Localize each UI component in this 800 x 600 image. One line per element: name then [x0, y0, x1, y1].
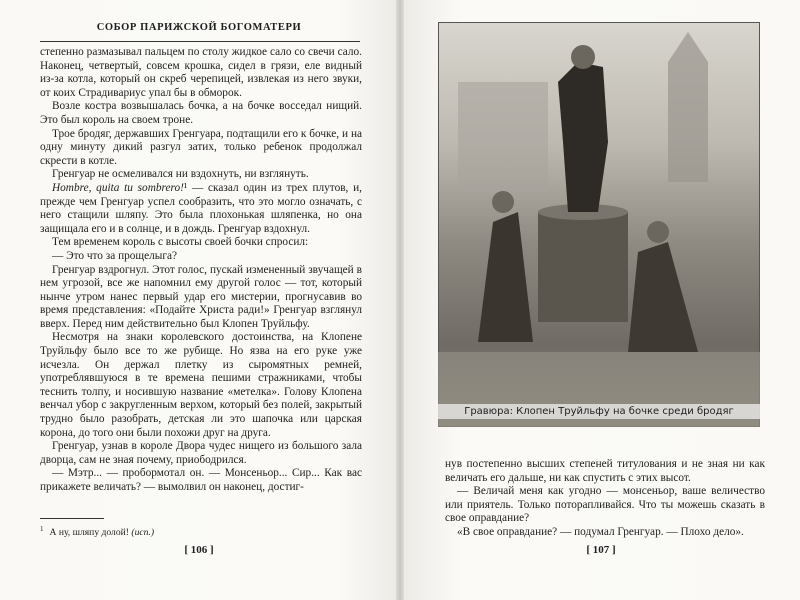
paragraph-text: Несмотря на знаки королевского достоинства, на Клопене Труйльфу было все то же рубище. Но язва на его руке уже исчезла. Он держал плетку из сыромятных ремней, употреблявшуюся в те времена пешими стражниками, чтобы теснить толпу, и носившую название «метелка». Голову Клопена венчал убор с закругленным верхом, который без полей, закрытый трудно было разобрать, детская ли это шапочка или царская корона, до того они были похожи друг на друга. [40, 331, 362, 439]
paragraph-text: ¹ — сказал один из трех плутов, и, прежде чем Гренгуар успел сообразить, что это могло означать, с него стащили шляпу. Это была плохонькая шляпенка, но она защищала его и в солнце, и в дождь. Гренгуар вздохнул. [40, 181, 362, 235]
paragraph [40, 467, 362, 494]
footnote-text: А ну, шляпу долой! [49, 527, 129, 539]
running-head-rule [40, 41, 360, 42]
foreign-phrase: Hombre, quita tu sombrero! [52, 181, 184, 194]
paragraph [40, 100, 362, 127]
paragraph [40, 46, 362, 100]
paragraph [40, 236, 362, 250]
paragraph [40, 128, 362, 169]
paragraph-text: — Это что за прощелыга? [52, 249, 178, 262]
paragraph [40, 182, 362, 236]
page-number-right: [ 107 ] [586, 544, 616, 556]
paragraph-text: «В свое оправдание? — подумал Гренгуар. — Плохо дело». [457, 525, 744, 538]
paragraph-text: Гренгуар, узнав в короле Двора чудес нищего из большого зала дворца, сам не зная почему, приободрился. [40, 440, 362, 466]
paragraph [40, 440, 362, 467]
paragraph [40, 168, 362, 182]
left-text-column [40, 46, 362, 495]
footnote-mark: 1 [40, 525, 44, 533]
paragraph-text: Тем временем король с высоты своей бочки спросил: [52, 236, 309, 249]
paragraph [445, 485, 765, 526]
illustration-placeholder-art [438, 22, 760, 427]
paragraph-text: — Мэтр... — пробормотал он. — Монсеньор... Сир... Как вас прикажете величать? — вымолвил он наконец, достиг- [40, 467, 362, 493]
paragraph-text: — Величай меня как угодно — монсеньор, ваше величество или приятель. Только поторапливайся. Что ты можешь сказать в свое оправдание? [445, 485, 765, 525]
footnote-rule [40, 518, 104, 519]
paragraph-text: Гренгуар не осмеливался ни вздохнуть, ни взглянуть. [52, 168, 309, 181]
running-head: СОБОР ПАРИЖСКОЙ БОГОМАТЕРИ [96, 22, 302, 33]
paragraph [40, 264, 362, 332]
paragraph-text: степенно размазывал пальцем по столу жидкое сало со свечи сало. Наконец, четвертый, совсем крошка, сидел в грязи, еле видный из-за котла, который он скреб черепицей, извлекая из него звуки, от коих Страдивариус упал бы в обморок. [40, 46, 362, 99]
engraving-illustration [438, 22, 760, 427]
paragraph [445, 526, 765, 540]
illustration-caption: Гравюра: Клопен Труйльфу на бочке среди бродяг [438, 404, 760, 419]
paragraph-text: нув постепенно высших степеней титулования и не зная ни как величать его дальше, ни как спустить с этих высот. [445, 458, 765, 484]
paragraph [40, 331, 362, 440]
footnote [40, 523, 360, 539]
footnote-language: (исп.) [131, 527, 155, 539]
paragraph-text: Трое бродяг, державших Гренгуара, подтащили его к бочке, и на одну минуту дикий разгул затих, только ребенок продолжал скрести в котле. [40, 127, 362, 167]
paragraph [445, 458, 765, 485]
paragraph-text: Гренгуар вздрогнул. Этот голос, пускай измененный звучащей в нем угрозой, все же напомнил ему другой голос — тот, который нынче утром нанес первый удар его мистерии, прогнусавив во время представления: «Подайте Христа ради!» Гренгуар взглянул вверх. Перед ним действительно был Клопен Труйльфу. [40, 263, 362, 330]
page-number-left: [ 106 ] [184, 544, 214, 556]
paragraph-text: Возле костра возвышалась бочка, а на бочке восседал нищий. Это был король на своем троне. [40, 100, 362, 126]
paragraph [40, 250, 362, 264]
book-gutter [396, 0, 404, 600]
right-text-column [445, 458, 765, 540]
